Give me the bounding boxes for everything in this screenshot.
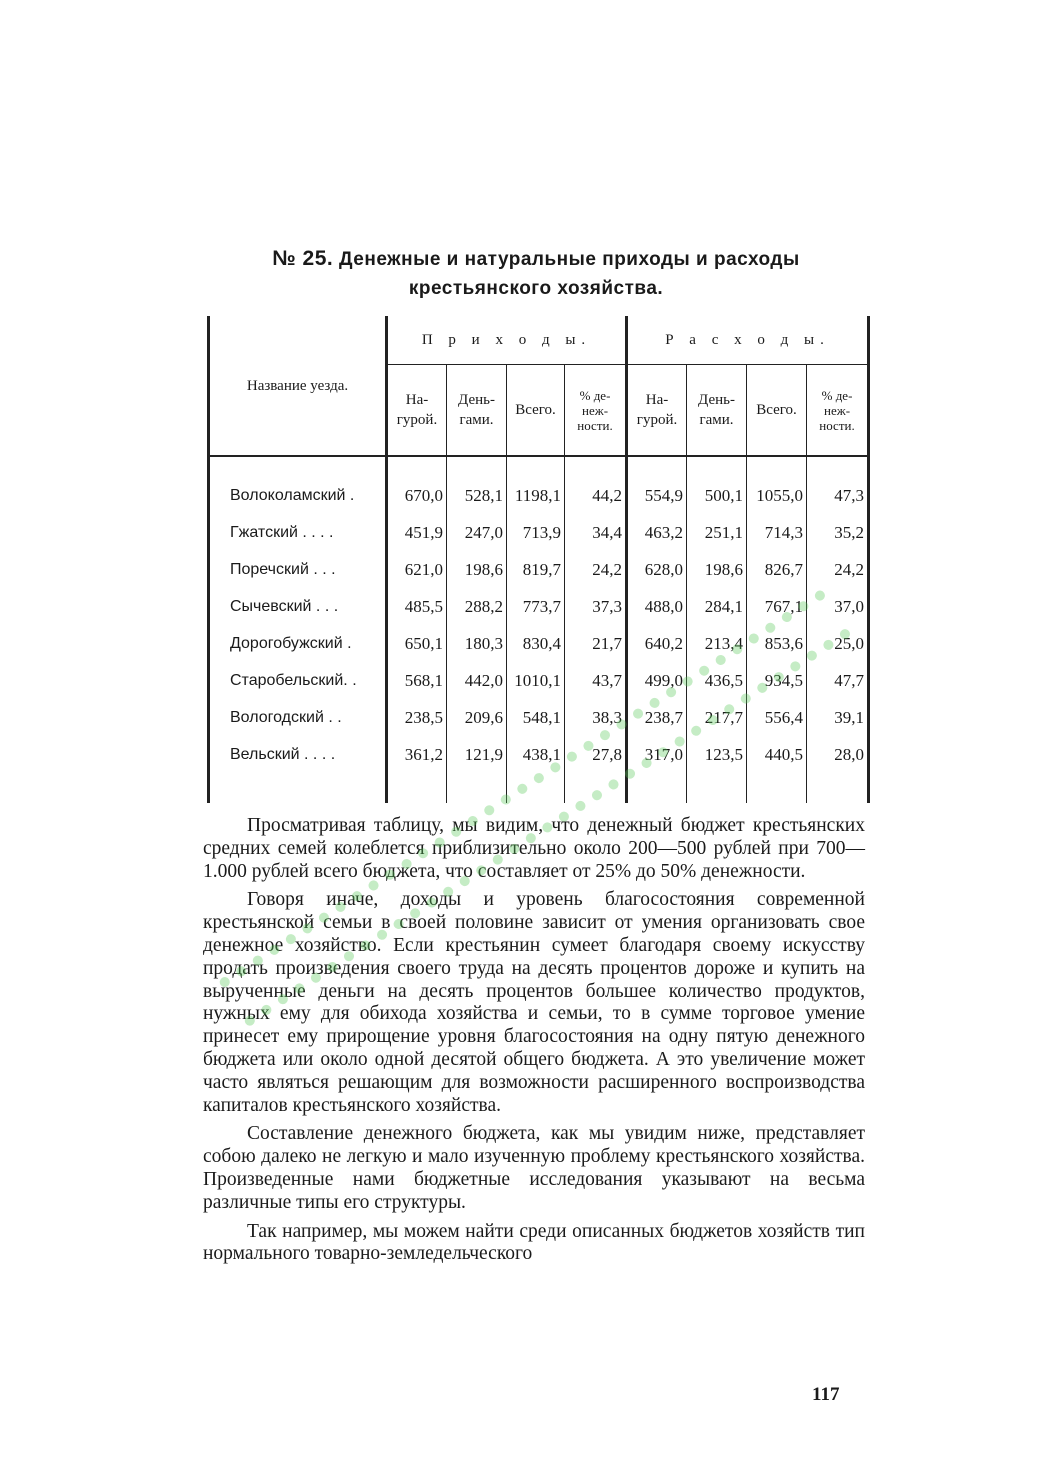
table-cell: 1055,0	[747, 477, 807, 514]
table-cell: 767,1	[747, 588, 807, 625]
table-row	[209, 551, 869, 588]
paragraph: Просматривая таблицу, мы видим, что денежный бюджет крестьянских средних семей колеблется приблизительно около 200—500 рублей при 700—1.000 рублей всего бюджета, что составляет от 25% до 50% денежности.	[203, 815, 865, 882]
subheader-line: ности.	[577, 417, 613, 433]
table-cell: 714,3	[747, 514, 807, 551]
table-cell: 209,6	[447, 699, 507, 736]
income-subheader	[447, 365, 507, 457]
table-cell: 485,5	[387, 588, 447, 625]
table-cell: 39,1	[807, 699, 869, 736]
district-name-header: Название уезда.	[209, 316, 387, 456]
table-cell: 628,0	[627, 551, 687, 588]
table-cell: 568,1	[387, 662, 447, 699]
paragraph: Так например, мы можем найти среди описанных бюджетов хозяйств тип нормального товарно-земледельческого	[203, 1220, 865, 1265]
spacer-row	[209, 456, 869, 477]
district-name: Старобельский. .	[230, 671, 357, 689]
table-cell: 488,0	[627, 588, 687, 625]
paragraph: Говоря иначе, доходы и уровень благосостояния современной крестьянской семьи в своей половине зависит от умения организовать свое денежное хозяйство. Если крестьянин сумеет благодаря своему искусству продать произведения своего труда на десять процентов дороже и купить на вырученные деньги на десять процентов большее количество продуктов, нужных ему для обихода хозяйства и семьи, то в сумме торговое умение принесет ему прирощение уровня благосостояния на одну пятую денежного бюджета или около одной десятой общего бюджета. А это увеличение может часто являться решающим для возможности расширенного воспроизводства капиталов крестьянского хозяйства.	[203, 889, 865, 1116]
table-cell: 21,7	[565, 625, 627, 662]
table-cell: 24,2	[565, 551, 627, 588]
subheader-line: неж-	[581, 402, 609, 418]
expense-group-header: Р а с х о д ы.	[627, 316, 869, 365]
table-cell: 528,1	[447, 477, 507, 514]
table-row	[209, 662, 869, 699]
table-cell: 556,4	[747, 699, 807, 736]
table-cell: 640,2	[627, 625, 687, 662]
table-cell: 247,0	[447, 514, 507, 551]
table-cell: 1010,1	[507, 662, 565, 699]
table-caption	[205, 244, 867, 303]
table-cell: 38,3	[565, 699, 627, 736]
table-cell: 548,1	[507, 699, 565, 736]
expense-subheader	[687, 365, 747, 457]
table-cell: 180,3	[447, 625, 507, 662]
table-cell: 284,1	[687, 588, 747, 625]
income-subheader	[565, 365, 627, 457]
table-cell: 830,4	[507, 625, 565, 662]
subheader-line: гурой.	[636, 412, 678, 428]
district-name: Вельский . . . .	[230, 745, 336, 763]
subheader-line: На-	[405, 392, 429, 408]
spacer-row	[209, 773, 869, 803]
subheader-line: гами.	[699, 412, 734, 428]
subheader-line: На-	[645, 392, 669, 408]
table-cell: 121,9	[447, 736, 507, 773]
district-name: Поречский . . .	[230, 560, 336, 578]
body-text	[203, 815, 865, 1272]
table-cell: 47,7	[807, 662, 869, 699]
table-body	[209, 456, 869, 803]
table-cell: 238,7	[627, 699, 687, 736]
table-cell: 43,7	[565, 662, 627, 699]
table-cell: 217,7	[687, 699, 747, 736]
income-group-header: П р и х о д ы.	[387, 316, 627, 365]
table-row	[209, 477, 869, 514]
table-cell: 317,0	[627, 736, 687, 773]
table-cell: 361,2	[387, 736, 447, 773]
table-cell: 288,2	[447, 588, 507, 625]
subheader-line: % де-	[821, 387, 853, 403]
subheader-line: Всего.	[756, 402, 797, 418]
table-cell: 1198,1	[507, 477, 565, 514]
table-cell: 853,6	[747, 625, 807, 662]
subheader-line: Всего.	[515, 402, 556, 418]
table-cell: 650,1	[387, 625, 447, 662]
table-number: № 25.	[272, 247, 334, 270]
table-cell: 123,5	[687, 736, 747, 773]
table-row	[209, 625, 869, 662]
subheader-line: неж-	[823, 402, 851, 418]
table-cell: 37,0	[807, 588, 869, 625]
subheader-line: % де-	[579, 387, 611, 403]
table-cell: 621,0	[387, 551, 447, 588]
table-cell: 438,1	[507, 736, 565, 773]
table-cell: 934,5	[747, 662, 807, 699]
table-cell: 24,2	[807, 551, 869, 588]
income-expense-table	[207, 316, 870, 803]
subheader-line: гами.	[459, 412, 494, 428]
page-number: 117	[812, 1384, 840, 1405]
table-cell: 198,6	[447, 551, 507, 588]
table-row	[209, 514, 869, 551]
expense-subheader	[627, 365, 687, 457]
table-row	[209, 699, 869, 736]
expense-subheader	[747, 365, 807, 457]
table-cell: 35,2	[807, 514, 869, 551]
table-cell: 554,9	[627, 477, 687, 514]
table-cell: 442,0	[447, 662, 507, 699]
table-cell: 713,9	[507, 514, 565, 551]
table-title: Денежные и натуральные приходы и расходы крестьянского хозяйства.	[339, 249, 800, 299]
table-row	[209, 588, 869, 625]
table-cell: 819,7	[507, 551, 565, 588]
expense-subheader	[807, 365, 869, 457]
table-cell: 451,9	[387, 514, 447, 551]
subheader-line: гурой.	[396, 412, 438, 428]
subheader-line: День-	[698, 392, 735, 408]
table-cell: 500,1	[687, 477, 747, 514]
table-cell: 499,0	[627, 662, 687, 699]
subheader-line: ности.	[819, 417, 855, 433]
table-cell: 34,4	[565, 514, 627, 551]
table-row	[209, 736, 869, 773]
paragraph: Составление денежного бюджета, как мы увидим ниже, представляет собою далеко не легкую и мало изученную проблему крестьянского хозяйства. Произведенные нами бюджетные исследования указывают на весьма различные типы его структуры.	[203, 1123, 865, 1213]
table-cell: 826,7	[747, 551, 807, 588]
table-cell: 25,0	[807, 625, 869, 662]
table-cell: 44,2	[565, 477, 627, 514]
table-cell: 773,7	[507, 588, 565, 625]
table-cell: 37,3	[565, 588, 627, 625]
table-cell: 463,2	[627, 514, 687, 551]
table-cell: 238,5	[387, 699, 447, 736]
income-subheader	[387, 365, 447, 457]
district-name: Дорогобужский .	[230, 634, 352, 652]
table-cell: 28,0	[807, 736, 869, 773]
subheader-line: День-	[458, 392, 495, 408]
district-name: Вологодский . .	[230, 708, 342, 726]
table-cell: 440,5	[747, 736, 807, 773]
income-subheader	[507, 365, 565, 457]
table-cell: 27,8	[565, 736, 627, 773]
table-cell: 670,0	[387, 477, 447, 514]
table-cell: 213,4	[687, 625, 747, 662]
district-name: Волоколамский .	[230, 486, 355, 504]
table-cell: 47,3	[807, 477, 869, 514]
district-name: Сычевский . . .	[230, 597, 339, 615]
district-name: Гжатский . . . .	[230, 523, 334, 541]
table-cell: 198,6	[687, 551, 747, 588]
table-cell: 251,1	[687, 514, 747, 551]
table-cell: 436,5	[687, 662, 747, 699]
